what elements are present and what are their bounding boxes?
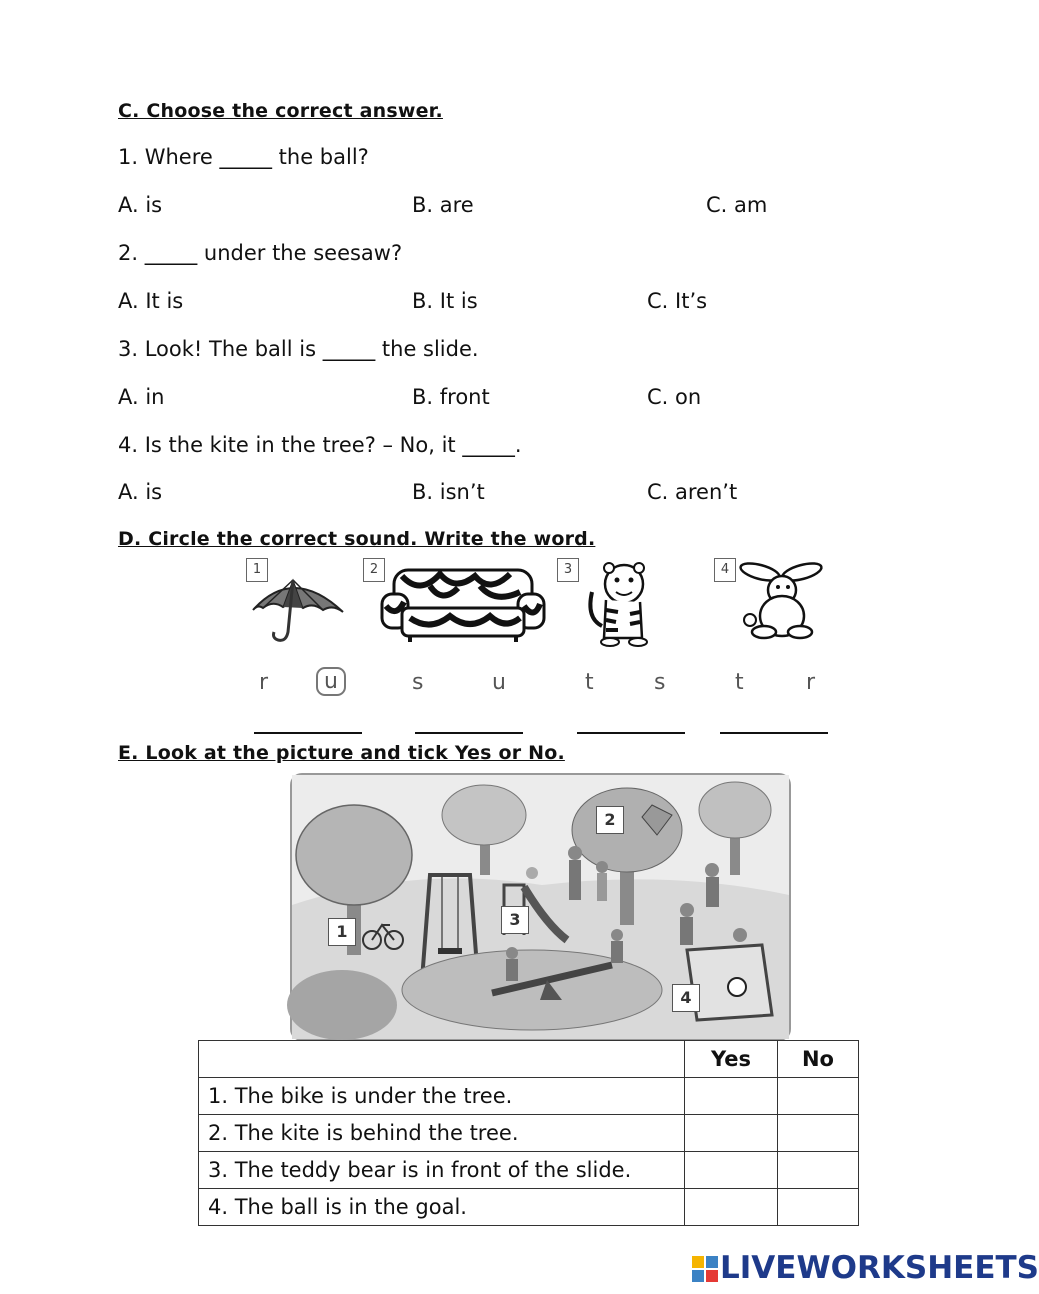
yes-cell-3[interactable] [685,1152,778,1189]
table-row [199,1078,859,1115]
picture-tag-1: 1 [328,918,356,946]
item-4-sound-2[interactable]: r [806,670,816,695]
table-row [199,1189,859,1226]
question-1-option-b[interactable]: B. are [412,193,474,217]
question-4-option-c[interactable]: C. aren’t [647,480,738,504]
question-2-option-b[interactable]: B. It is [412,289,478,313]
statement-1: 1. The bike is under the tree. [199,1078,685,1115]
question-4-option-b[interactable]: B. isn’t [412,480,485,504]
item-3-number: 3 [557,558,579,582]
section-d-heading: D. Circle the correct sound. Write the word. [118,528,596,550]
question-4: 4. Is the kite in the tree? – No, it _____. [118,433,522,457]
no-cell-3[interactable] [778,1152,859,1189]
yes-cell-1[interactable] [685,1078,778,1115]
tiger-icon [584,562,658,648]
question-3-option-c[interactable]: C. on [647,385,702,409]
section-c-heading: C. Choose the correct answer. [118,100,443,122]
item-3-sound-2[interactable]: s [654,670,666,695]
item-1-answer-line[interactable] [254,732,362,734]
yes-cell-2[interactable] [685,1115,778,1152]
question-1: 1. Where _____ the ball? [118,145,369,169]
table-row [199,1115,859,1152]
item-2-sound-1[interactable]: s [412,670,424,695]
table-header-row [199,1041,859,1078]
park-illustration [292,775,789,1039]
question-3: 3. Look! The ball is _____ the slide. [118,337,479,361]
item-2-answer-line[interactable] [415,732,523,734]
item-3-sound-1[interactable]: t [585,670,594,695]
question-4-option-a[interactable]: A. is [118,480,163,504]
question-1-option-c[interactable]: C. am [706,193,768,217]
header-statement [199,1041,685,1078]
statement-2: 2. The kite is behind the tree. [199,1115,685,1152]
park-picture [290,773,791,1041]
item-1-number: 1 [246,558,268,582]
no-cell-4[interactable] [778,1189,859,1226]
item-4-answer-line[interactable] [720,732,828,734]
question-2: 2. _____ under the seesaw? [118,241,403,265]
item-2-number: 2 [363,558,385,582]
no-cell-2[interactable] [778,1115,859,1152]
item-1-sound-1[interactable]: r [259,670,269,695]
no-cell-1[interactable] [778,1078,859,1115]
question-2-option-a[interactable]: A. It is [118,289,184,313]
question-1-option-a[interactable]: A. is [118,193,163,217]
yes-cell-4[interactable] [685,1189,778,1226]
picture-tag-2: 2 [596,806,624,834]
statement-3: 3. The teddy bear is in front of the slide. [199,1152,685,1189]
umbrella-icon [248,570,348,646]
question-2-option-c[interactable]: C. It’s [647,289,708,313]
header-no: No [778,1041,859,1078]
table-row [199,1152,859,1189]
yes-no-table [198,1040,859,1226]
item-2-sound-2[interactable]: u [492,670,506,695]
picture-tag-3: 3 [501,906,529,934]
item-1-sound-2[interactable]: u [316,667,346,696]
header-yes: Yes [685,1041,778,1078]
item-4-sound-1[interactable]: t [735,670,744,695]
sofa-icon [380,566,546,644]
picture-tag-4: 4 [672,984,700,1012]
rabbit-icon [738,560,826,642]
question-3-option-b[interactable]: B. front [412,385,490,409]
liveworksheets-logo-icon [692,1256,718,1282]
item-3-answer-line[interactable] [577,732,685,734]
liveworksheets-logo: LIVEWORKSHEETS [720,1250,1039,1286]
item-4-number: 4 [714,558,736,582]
question-3-option-a[interactable]: A. in [118,385,165,409]
statement-4: 4. The ball is in the goal. [199,1189,685,1226]
section-e-heading: E. Look at the picture and tick Yes or No. [118,742,565,764]
